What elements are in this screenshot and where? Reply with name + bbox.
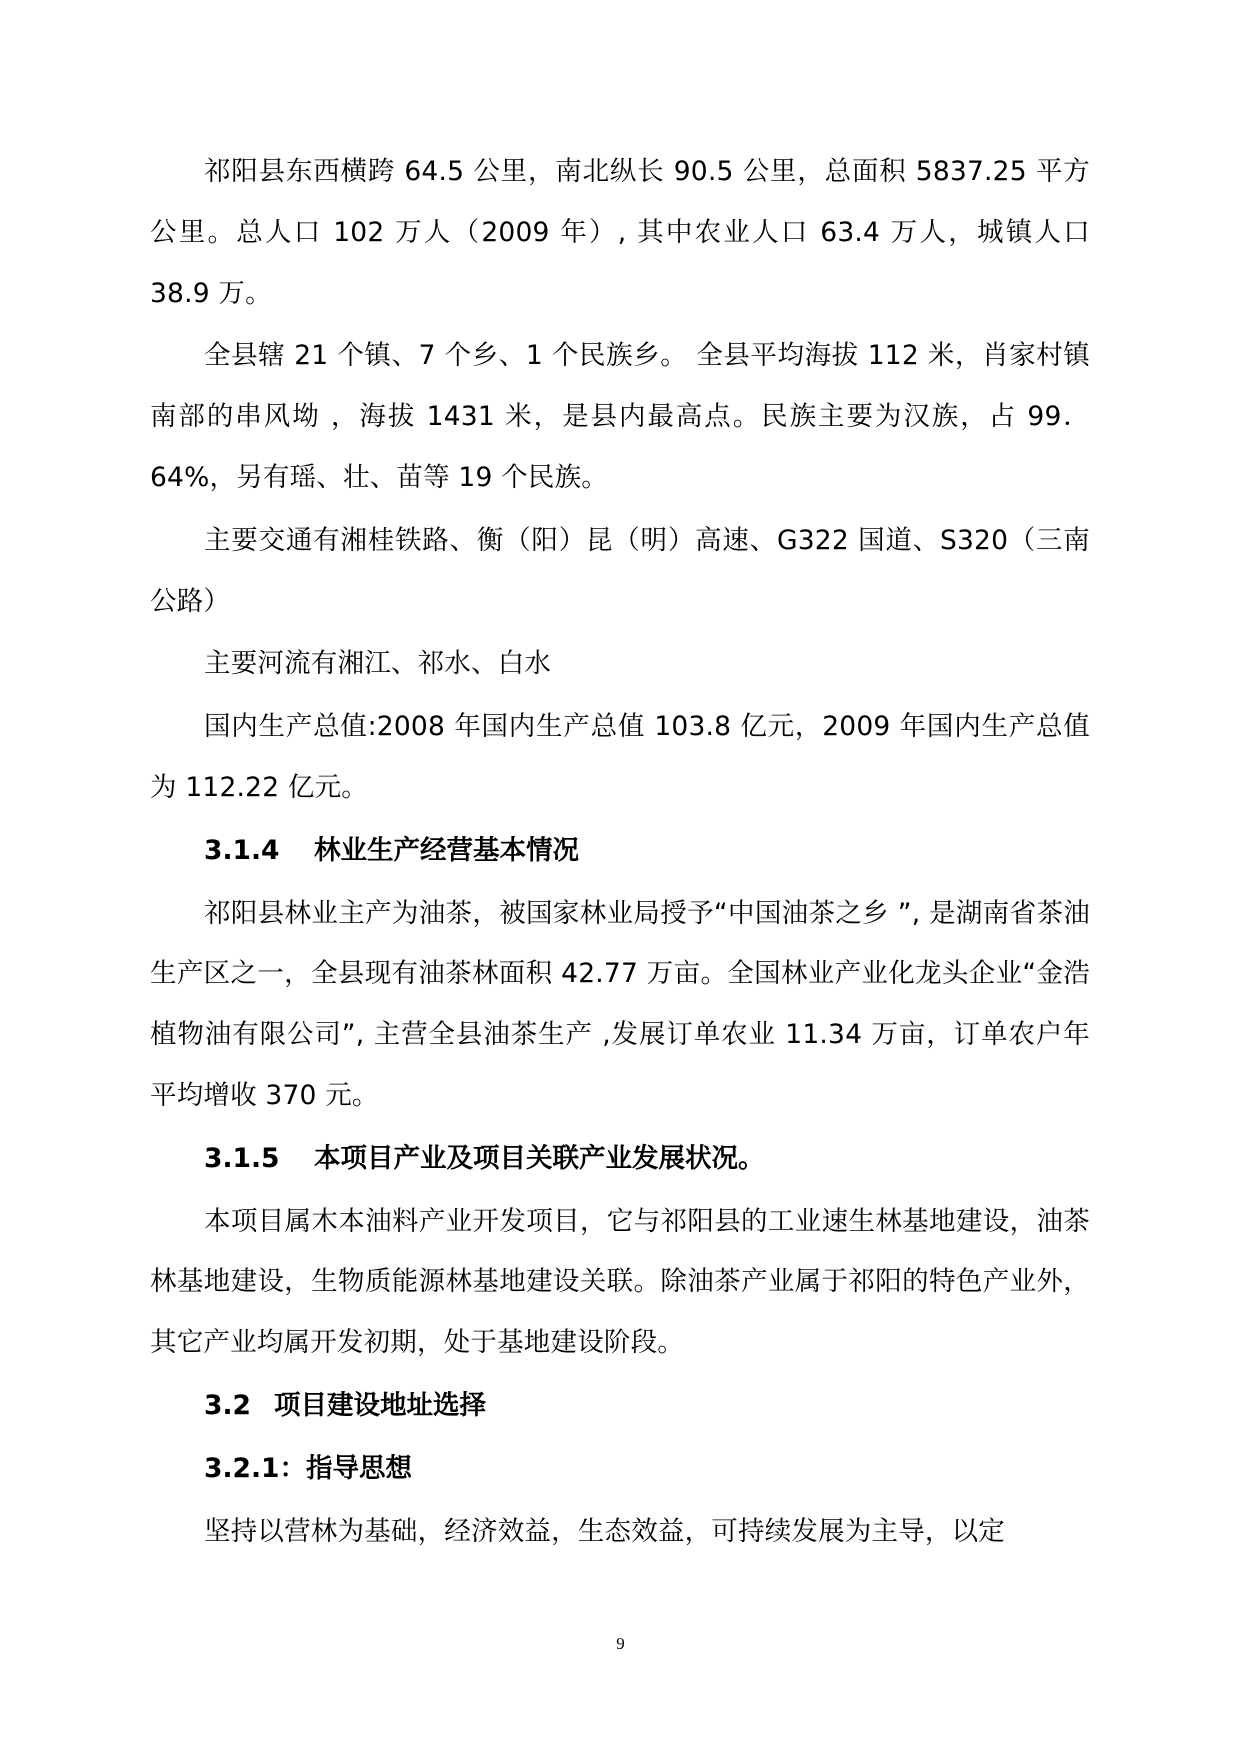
section-number: 3.1.4 — [204, 834, 280, 866]
section-number: 3.1.5 — [204, 1142, 280, 1174]
paragraph-area-population: 祁阳县东西横跨 64.5 公里，南北纵长 90.5 公里，总面积 5837.25 平方公里。总人口 102 万人（2009 年）, 其中农业人口 63.4 万人，城镇人口 38.9 万。 — [150, 156, 1090, 309]
section-number: 3.2 — [204, 1389, 251, 1421]
paragraph-related-industries: 本项目属木本油料产业开发项目，它与祁阳县的工业速生林基地建设，油茶林基地建设，生物质能源林基地建设关联。除油茶产业属于祁阳的特色产业外，其它产业均属开发初期，处于基地建设阶段。 — [150, 1205, 1090, 1359]
document-body — [150, 142, 1090, 1564]
section-heading-3-1-5 — [150, 1129, 1090, 1190]
section-title: 本项目产业及项目关联产业发展状况。 — [314, 1142, 765, 1174]
section-heading-3-2 — [150, 1376, 1090, 1437]
paragraph-administrative-divisions: 全县辖 21 个镇、7 个乡、1 个民族乡。 全县平均海拔 112 米，肖家村镇南部的串风坳 ，海拔 1431 米，是县内最高点。民族主要为汉族，占 99．64%，另有瑶、壮、苗等 19 个民族。 — [150, 340, 1090, 493]
section-title: 林业生产经营基本情况 — [314, 834, 579, 866]
page-number: 9 — [616, 1634, 625, 1653]
section-heading-3-1-4 — [150, 821, 1090, 882]
paragraph-guiding-principle: 坚持以营林为基础，经济效益，生态效益，可持续发展为主导，以定 — [204, 1515, 1005, 1547]
paragraph-forestry: 祁阳县林业主产为油茶，被国家林业局授予“中国油茶之乡 ”, 是湖南省茶油生产区之一，全县现有油茶林面积 42.77 万亩。全国林业产业化龙头企业“金浩植物油有限公司”, 主营全县油茶生产 ,发展订单农业 11.34 万亩，订单农户年平均增收 370 元。 — [150, 897, 1090, 1111]
section-title: 项目建设地址选择 — [274, 1389, 486, 1421]
paragraph-rivers: 主要河流有湘江、祁水、白水 — [204, 648, 552, 680]
paragraph-transportation: 主要交通有湘桂铁路、衡（阳）昆（明）高速、G322 国道、S320（三南公路） — [150, 524, 1090, 617]
section-heading-3-2-1: 3.2.1：指导思想 — [204, 1452, 412, 1484]
paragraph-gdp: 国内生产总值:2008 年国内生产总值 103.8 亿元，2009 年国内生产总值为 112.22 亿元。 — [150, 711, 1090, 803]
